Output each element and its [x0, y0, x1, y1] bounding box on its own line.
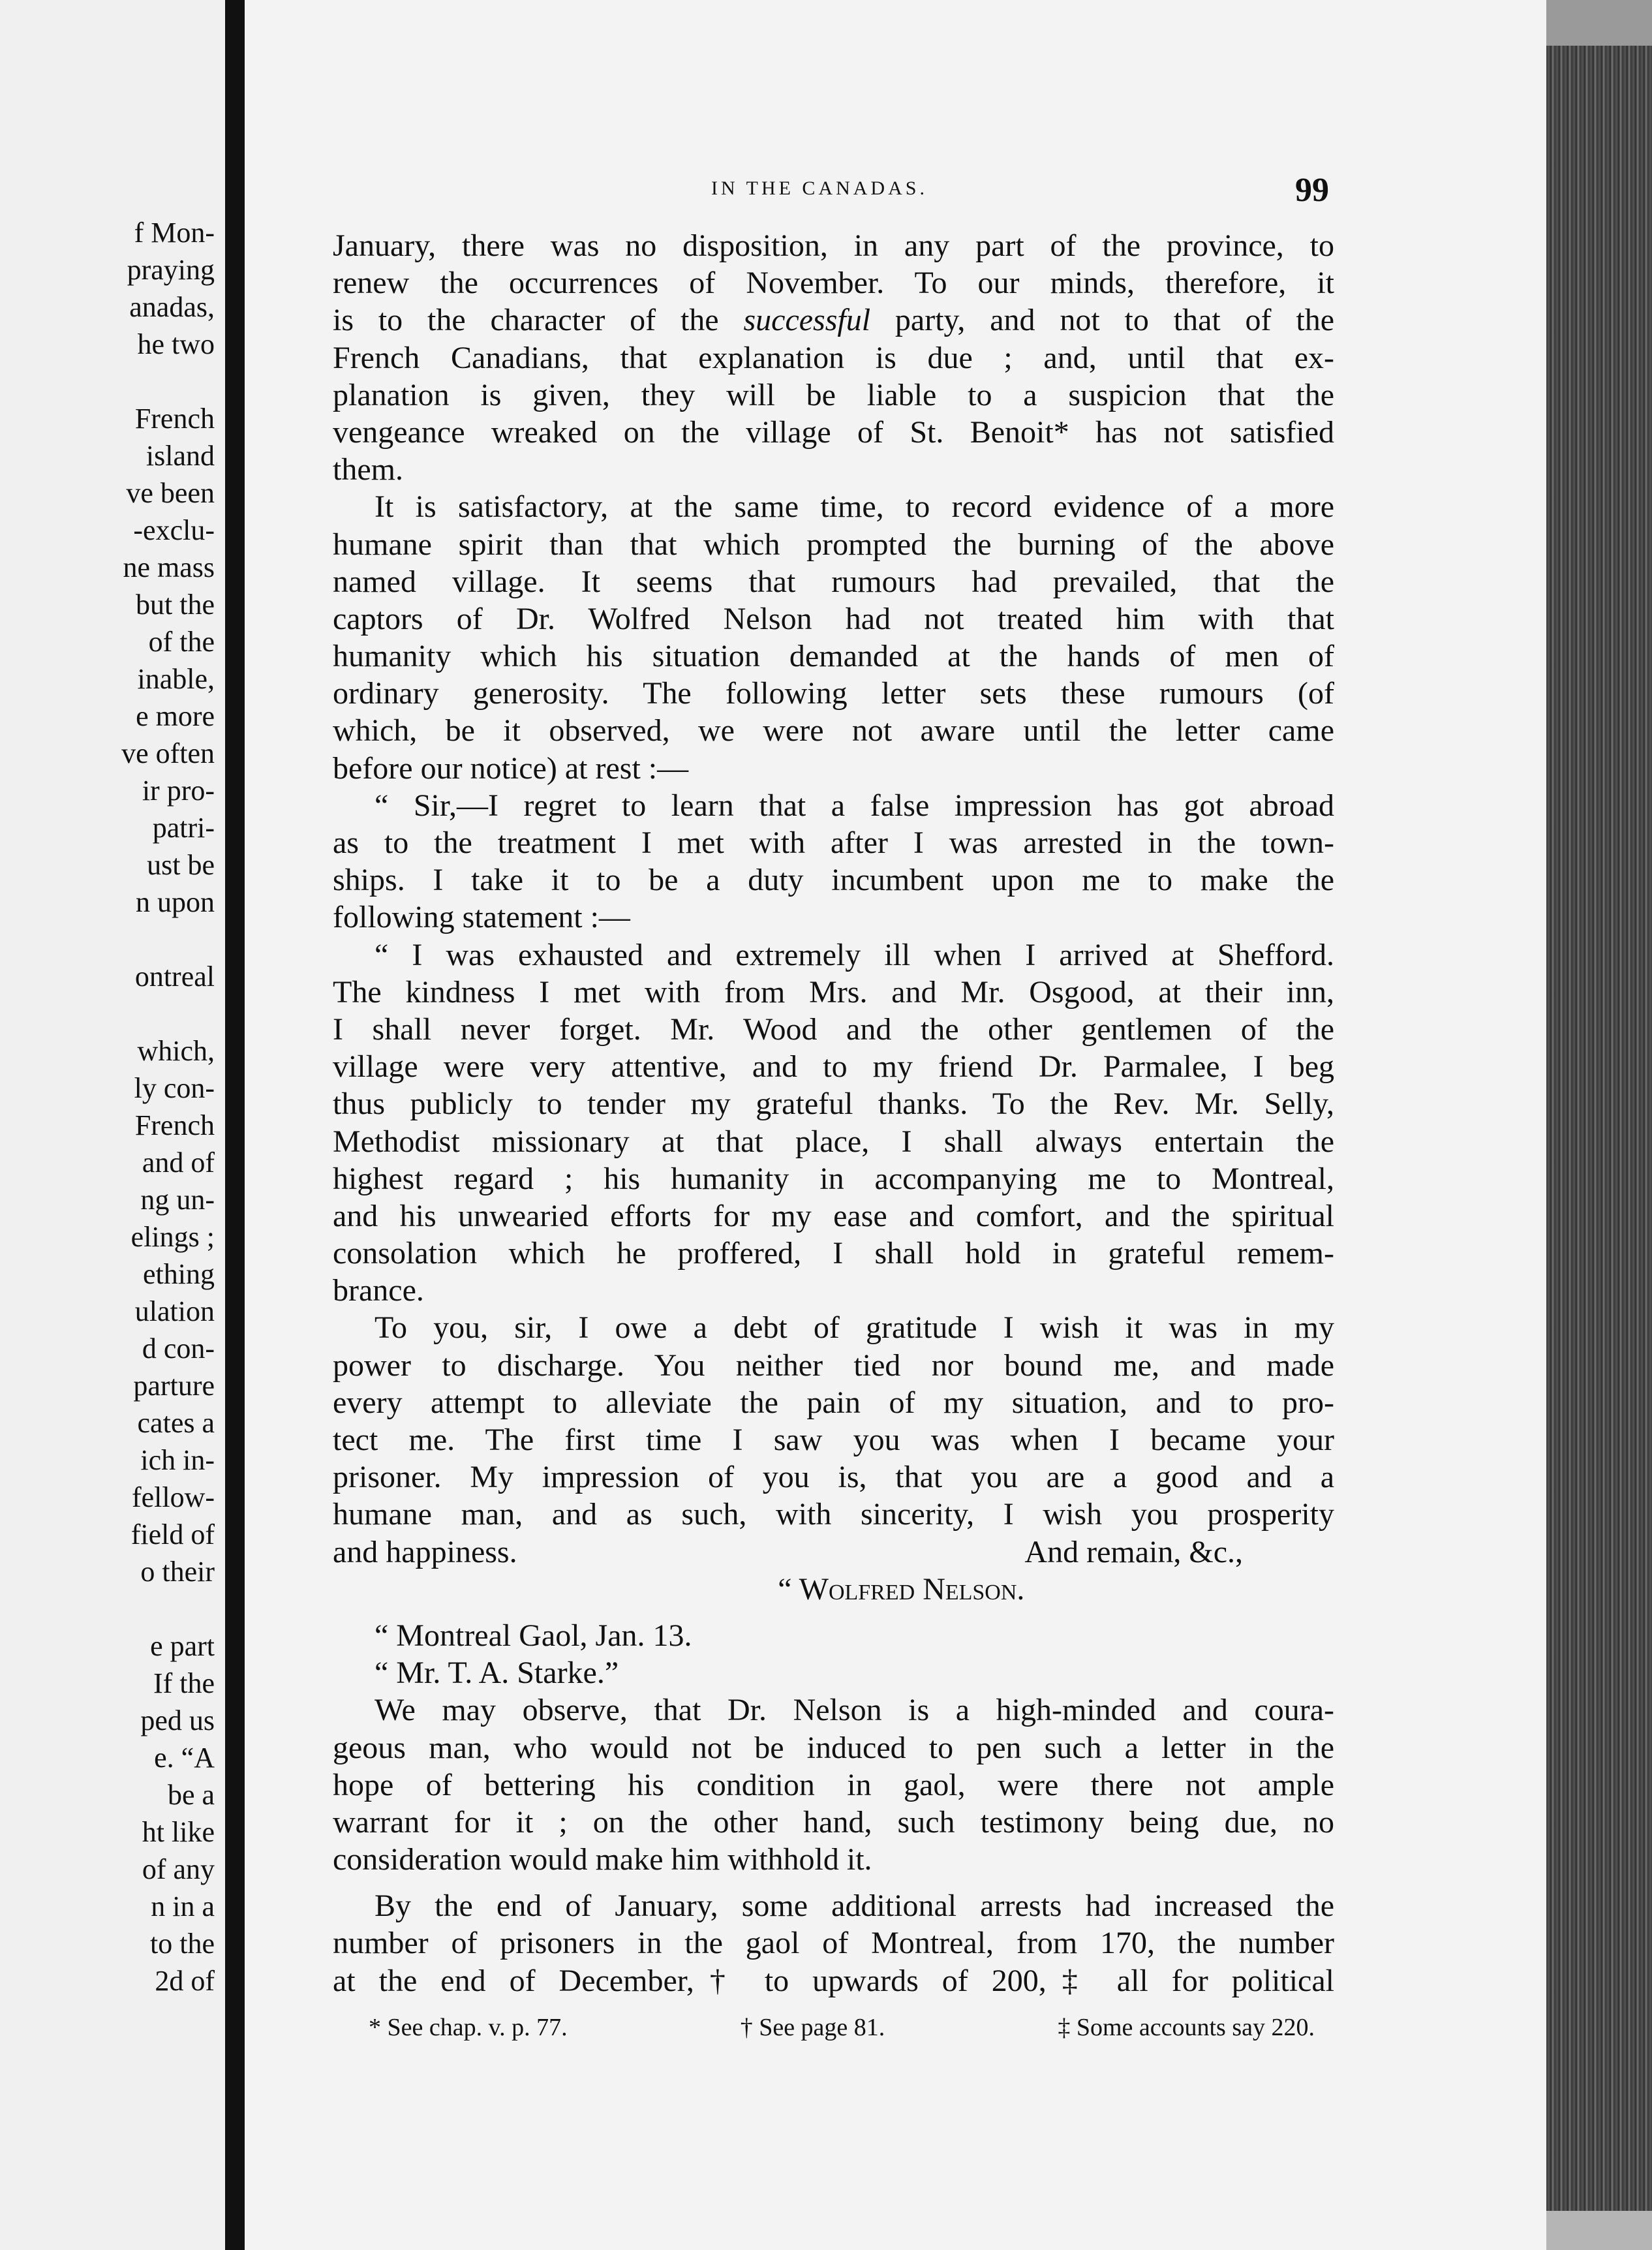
facing-page-line: cates a: [137, 1407, 215, 1439]
text-line: them.: [333, 452, 403, 487]
text-line: It is satisfactory, at the same time, to record evidence of a more: [375, 489, 1334, 525]
footnote: * See chap. v. p. 77.: [369, 2014, 568, 2041]
facing-page-line: [0, 995, 215, 1032]
text-line: is to the character of the successful party, and not to that of the: [333, 303, 1334, 338]
letter-line: as to the treatment I met with after I was arrested in the town-: [333, 825, 1334, 860]
facing-page-line: inable,: [137, 663, 215, 695]
facing-page-line: e more: [136, 700, 215, 732]
letter-line: power to discharge. You neither tied nor bound me, and made: [333, 1348, 1334, 1383]
text-line: vengeance wreaked on the village of St. Benoit* has not satisfied: [333, 414, 1334, 450]
facing-page-line: ly con-: [134, 1072, 215, 1104]
facing-page-line: [0, 1590, 215, 1627]
text-line: planation is given, they will be liable to a suspicion that the: [333, 377, 1334, 412]
letter-line: I shall never forget. Mr. Wood and the other gentlemen of the: [333, 1011, 1334, 1047]
closing-right: And remain, &c.,: [1024, 1534, 1243, 1569]
facing-page-line: anadas,: [129, 291, 215, 323]
letter-line: highest regard ; his humanity in accompanying me to Montreal,: [333, 1161, 1334, 1196]
letter-line: “ I was exhausted and extremely ill when I arrived at Shefford.: [375, 937, 1334, 972]
text-line: January, there was no disposition, in any part of the province, to: [333, 228, 1334, 263]
facing-page-line: but the: [136, 589, 215, 621]
text-line: ordinary generosity. The following letter sets these rumours (of: [333, 676, 1334, 711]
footnotes: [369, 2013, 1315, 2042]
facing-page-line: French: [134, 403, 215, 435]
facing-page-fragment: [0, 0, 225, 2250]
book-gutter: [225, 0, 245, 2250]
letter-line: tect me. The first time I saw you was when I became your: [333, 1423, 1334, 1457]
facing-page-line: ng un-: [140, 1184, 215, 1216]
text-line: consideration would make him withhold it.: [333, 1842, 872, 1877]
footnote: ‡ Some accounts say 220.: [1058, 2014, 1315, 2041]
facing-page-line: f Mon-: [134, 217, 215, 249]
text-line: humane spirit than that which prompted the burning of the above: [333, 527, 1334, 562]
text-line: By the end of January, some additional arrests had increased the: [375, 1888, 1334, 1924]
letter-line: consolation which he proffered, I shall hold in grateful remem-: [333, 1236, 1334, 1271]
facing-page-line: praying: [127, 254, 215, 286]
facing-page-line: island: [145, 440, 215, 472]
facing-page-line: [0, 921, 215, 958]
letter-line: The kindness I met with from Mrs. and Mr. Osgood, at their inn,: [333, 974, 1334, 1009]
text-line: renew the occurrences of November. To our minds, therefore, it: [333, 266, 1334, 301]
facing-page-line: field of: [130, 1518, 215, 1550]
letter-line: thus publicly to tender my grateful thanks. To the Rev. Mr. Selly,: [333, 1086, 1334, 1122]
facing-page-line: of any: [142, 1853, 215, 1885]
facing-page-line: ve often: [121, 737, 215, 769]
facing-page-line: n in a: [151, 1890, 215, 1922]
letter-line: and his unwearied efforts for my ease and comfort, and the spiritual: [333, 1198, 1334, 1233]
letter-line: prisoner. My impression of you is, that you are a good and a: [333, 1460, 1334, 1495]
letter-line: Methodist missionary at that place, I shall always entertain the: [333, 1124, 1334, 1159]
letter-line: brance.: [333, 1273, 424, 1308]
letter-line: To you, sir, I owe a debt of gratitude I wish it was in my: [375, 1310, 1334, 1346]
addressee: “ Mr. T. A. Starke.”: [375, 1656, 619, 1691]
facing-page-line: to the: [150, 1928, 215, 1960]
text-line: We may observe, that Dr. Nelson is a high-minded and coura-: [375, 1693, 1334, 1728]
text-line: named village. It seems that rumours had prevailed, that the: [333, 564, 1334, 599]
letter-line: following statement :—: [333, 900, 630, 935]
letter-line: ships. I take it to be a duty incumbent upon me to make the: [333, 863, 1334, 898]
closing-left: and happiness.: [333, 1534, 517, 1569]
page-number: 99: [1295, 172, 1329, 209]
facing-page-line: ontreal: [134, 961, 215, 993]
facing-page-line: of the: [148, 626, 215, 658]
facing-page-line: ething: [143, 1258, 215, 1290]
facing-page-text: [0, 214, 215, 1999]
facing-page-line: ht like: [142, 1816, 215, 1848]
facing-page-line: ir pro-: [142, 775, 215, 807]
letter-line: humane man, and as such, with sincerity, I wish you prosperity: [333, 1497, 1334, 1532]
facing-page-line: be a: [167, 1779, 215, 1811]
running-head: IN THE CANADAS.: [711, 177, 928, 199]
text-line: which, be it observed, we were not aware until the letter came: [333, 713, 1334, 748]
facing-page-line: ulation: [134, 1295, 215, 1327]
facing-page-line: o their: [140, 1556, 215, 1588]
facing-page-line: d con-: [142, 1333, 215, 1364]
facing-page-line: ped us: [140, 1704, 215, 1736]
facing-page-line: 2d of: [155, 1965, 215, 1997]
letter-closing: [333, 1533, 1334, 1571]
letter-line: “ Sir,—I regret to learn that a false impression has got abroad: [375, 788, 1334, 823]
facing-page-line: he two: [137, 328, 215, 360]
letter-line: every attempt to alleviate the pain of my situation, and to pro-: [333, 1385, 1334, 1420]
text-line: French Canadians, that explanation is due ; and, until that ex-: [333, 340, 1334, 375]
facing-page-line: ne mass: [123, 551, 215, 583]
facing-page-line: parture: [133, 1370, 215, 1402]
footnote: † See page 81.: [740, 2014, 885, 2041]
facing-page-line: e part: [150, 1630, 215, 1662]
text-line: hope of bettering his condition in gaol, were there not ample: [333, 1767, 1334, 1802]
facing-page-line: ust be: [147, 849, 215, 881]
emphasis: successful: [743, 303, 871, 338]
signature: “ Wolfred Nelson.: [778, 1571, 1025, 1607]
facing-page-line: fellow-: [131, 1481, 215, 1513]
facing-page-line: ich in-: [140, 1444, 215, 1476]
facing-page-line: patri-: [152, 812, 215, 844]
facing-page-line: e. “A: [154, 1742, 215, 1774]
text-line: at the end of December,† to upwards of 200,‡ all for political: [333, 1963, 1334, 1998]
text-line: geous man, who would not be induced to pen such a letter in the: [333, 1730, 1334, 1765]
text-line: warrant for it ; on the other hand, such testimony being due, no: [333, 1804, 1334, 1840]
facing-page-line: -exclu-: [133, 514, 215, 546]
facing-page-line: ve been: [126, 477, 215, 509]
facing-page-line: If the: [153, 1667, 215, 1699]
text-line: humanity which his situation demanded at the hands of men of: [333, 639, 1334, 674]
facing-page-line: elings ;: [130, 1221, 215, 1253]
dateline: “ Montreal Gaol, Jan. 13.: [375, 1618, 692, 1653]
letter-line: village were very attentive, and to my friend Dr. Parmalee, I beg: [333, 1049, 1334, 1085]
text-line: before our notice) at rest :—: [333, 750, 689, 786]
body-text: [333, 227, 1334, 1999]
facing-page-line: French: [134, 1109, 215, 1141]
facing-page-line: which,: [137, 1035, 215, 1067]
text-line: captors of Dr. Wolfred Nelson had not treated him with that: [333, 601, 1334, 636]
text-line: number of prisoners in the gaol of Montreal, from 170, the number: [333, 1926, 1334, 1961]
facing-page-line: [0, 363, 215, 400]
facing-page-line: n upon: [136, 886, 215, 918]
facing-page-line: and of: [142, 1147, 215, 1179]
book-page-edges: [1546, 0, 1652, 2250]
